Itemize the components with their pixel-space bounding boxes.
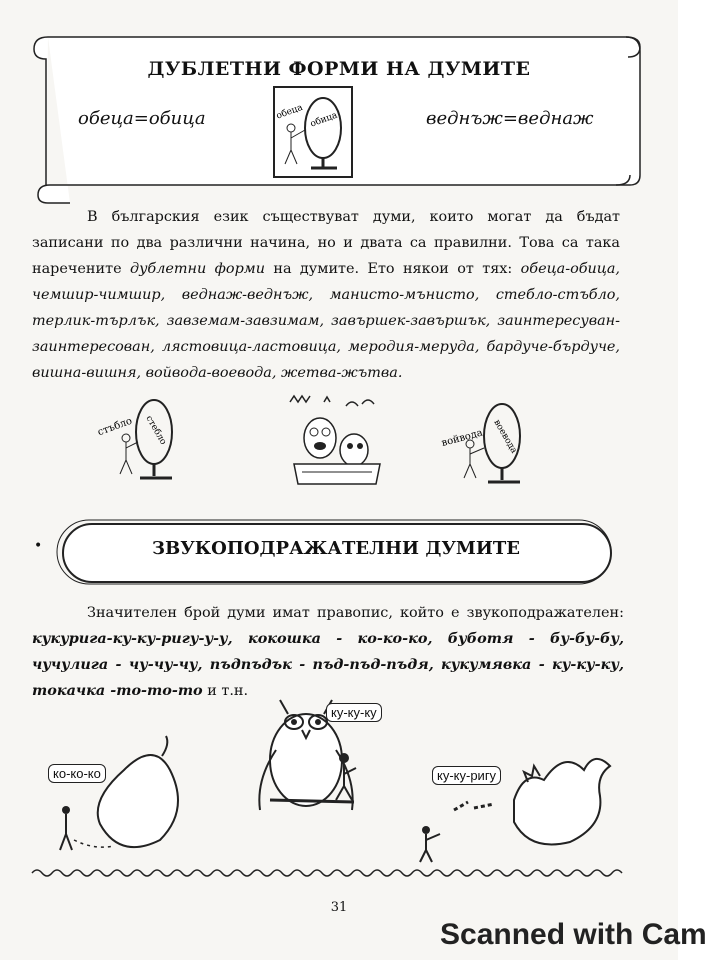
example-pair-right: веднъж=веднаж [426, 108, 594, 129]
paragraph-doublets [32, 204, 620, 386]
mirror-label-2: обица [309, 110, 339, 130]
term-doublet-forms: дублетни форми [129, 261, 266, 277]
stick-figure-mirror-right [440, 398, 536, 490]
paragraph2-lead: Значителен брой думи имат правопис, който е звукоподражателен: [87, 605, 624, 621]
example-pair-left: обеца=обица [78, 108, 206, 129]
mirror-illustration [273, 86, 353, 178]
pic-label-stabalo: стъбло [96, 415, 134, 439]
cartoon-characters-illustration [284, 392, 388, 488]
pic-label-steblo: стебло [143, 414, 169, 447]
page-number: 31 [330, 900, 348, 915]
stick-figure-mirror-left [96, 394, 186, 486]
section-title-onomatopoeia: ЗВУКОПОДРАЖАТЕЛНИ ДУМИТЕ [152, 538, 520, 559]
ground-line [32, 866, 632, 880]
paragraph2-tail: и т.н. [207, 683, 249, 699]
mirror-label-1: обеца [275, 102, 305, 122]
paragraph-lead: В българския език съществуват думи, които могат да бъдат записани по два различни начина, но и двата са правилни. Това са така наречените [32, 209, 620, 277]
speech-bubble-owl: ку-ку-ку [326, 703, 382, 722]
stray-mark: • [34, 538, 43, 554]
pic-label-voyvoda: войвода [440, 427, 484, 450]
section-title-doublets: ДУБЛЕТНИ ФОРМИ НА ДУМИТЕ [147, 58, 531, 80]
paragraph-onomatopoeia [32, 600, 624, 704]
hen-drawing [60, 736, 178, 850]
speech-bubble-rooster: ку-ку-ригу [432, 766, 501, 785]
speech-bubble-hen: ко-ко-ко [48, 764, 106, 783]
onomatopoeia-examples: кукурига-ку-ку-ригу-у-у, кокошка - ко-ко-ко, буботя - бу-бу-бу, чучулига - чу-чу-чу, пъдпъдък - пъд-пъд-пъдя, кукумявка - ку-ку-ку, токачка -то-то-то [32, 630, 624, 699]
pic-label-voevoda: воевода [491, 418, 519, 456]
scanner-watermark: Scanned with Cam [440, 918, 707, 951]
paragraph-middle: на думите. Ето някои от тях: [273, 261, 513, 277]
doublet-examples: обеца-обица, чемшир-чимшир, веднаж-веднъж, манисто-мънисто, стебло-стъбло, терлик-търлък, завземам-завзимам, завършек-завършък, заинтересуван-заинтересован, лястовица-ластовица, меродия-меруда, бардуче-бърдуче, вишна-вишня, войвода-воевода, жетва-жътва. [32, 261, 620, 381]
